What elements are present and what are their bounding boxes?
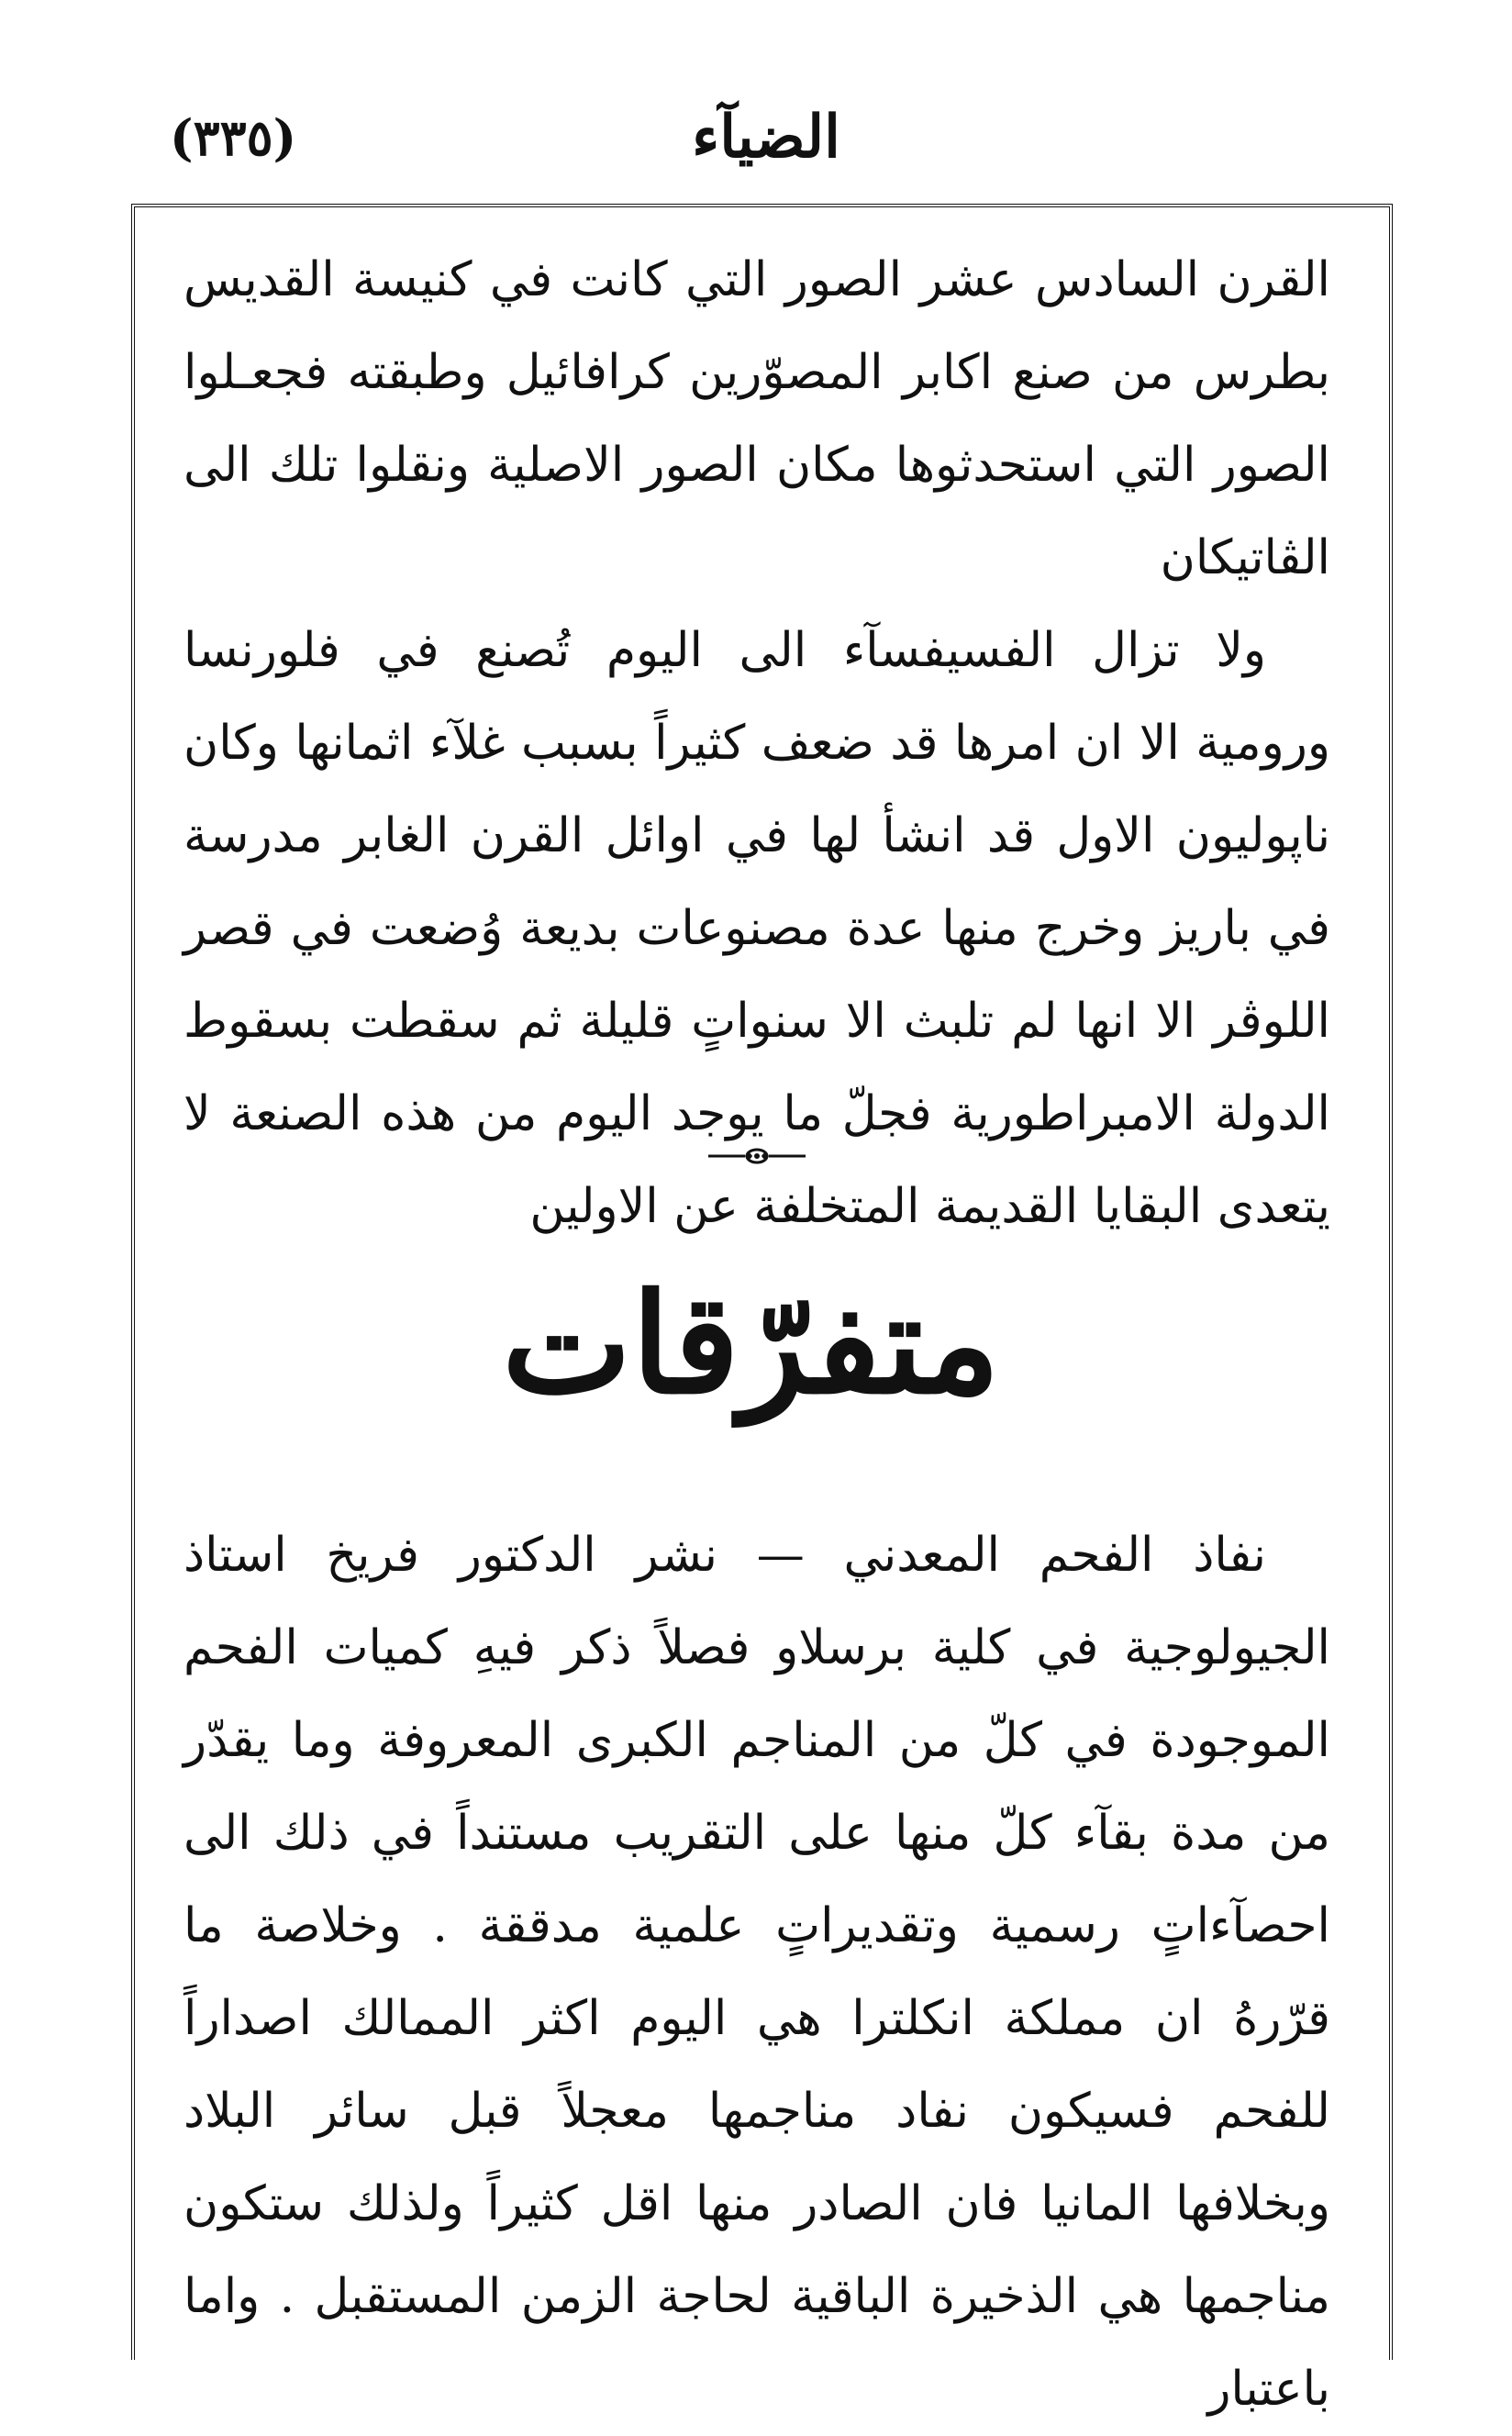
page-header: [161, 87, 1372, 188]
section-body: [183, 1509, 1330, 2436]
page-number: (٣٣٥): [170, 108, 297, 167]
section-title: متفرّقات: [502, 1263, 1000, 1425]
section-paragraph-1: نفاذ الفحم المعدني — نشر الدكتور فريخ استاذ الجيولوجية في كلية برسلاو فصلاً ذكر فيهِ كميات الفحم الموجودة في كلّ من المناجم الكبرى المعروفة وما يقدّر من مدة بقآء كلّ منها على التقريب مستنداً في ذلك الى احصآءاتٍ رسمية وتقديراتٍ علمية مدققة . وخلاصة ما قرّرهُ ان مملكة انكلترا هي اليوم اكثر الممالك اصداراً للفحم فسيكون نفاد مناجمها معجلاً قبل سائر البلاد وبخلافها المانيا فان الصادر منها اقل كثيراً ولذلك ستكون مناجمها هي الذخيرة الباقية لحاجة الزمن المستقبل . واما باعتبار: [183, 1528, 1330, 2417]
article-paragraph-2: ولا تزال الفسيفسآء الى اليوم تُصنع في فلورنسا ورومية الا ان امرها قد ضعف كثيراً بسبب غلآء اثمانها وكان ناپوليون الاول قد انشأ لها في اوائل القرن الغابر مدرسة في باريز وخرج منها عدة مصنوعات بديعة وُضعت في قصر اللوڤر الا انها لم تلبث الا سنواتٍ قليلة ثم سقطت بسقوط الدولة الامبراطورية فجلّ ما يوجد اليوم من هذه الصنعة لا يتعدى البقايا القديمة المتخلفة عن الاولين: [183, 623, 1330, 1234]
article-paragraph-1: القرن السادس عشر الصور التي كانت في كنيسة القديس بطرس من صنع اكابر المصوّرين كرافائيل وطبقته فجعـلوا الصور التي استحدثوها مكان الصور الاصلية ونقلوا تلك الى الڤاتيكان: [183, 252, 1330, 585]
article-continuation: [183, 234, 1330, 1253]
section-divider-ornament: [706, 1142, 807, 1170]
journal-title: الضيآء: [692, 103, 840, 172]
